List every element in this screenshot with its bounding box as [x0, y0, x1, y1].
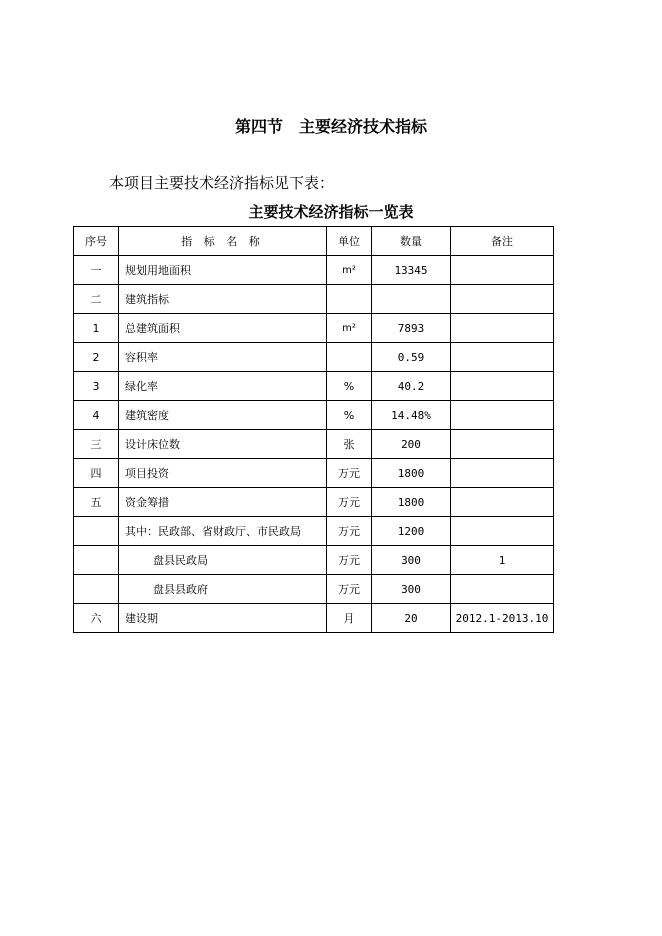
row-qty: 0.59 [372, 343, 451, 372]
row-qty: 1800 [372, 488, 451, 517]
row-num: 四 [74, 459, 119, 488]
header-note: 备注 [451, 227, 554, 256]
row-num: 一 [74, 256, 119, 285]
row-name: 容积率 [119, 343, 327, 372]
row-qty: 13345 [372, 256, 451, 285]
header-unit: 单位 [327, 227, 372, 256]
row-qty: 1200 [372, 517, 451, 546]
row-note [451, 256, 554, 285]
row-name: 盘县民政局 [119, 546, 327, 575]
row-unit: 月 [327, 604, 372, 633]
table-row [74, 314, 554, 343]
row-note [451, 372, 554, 401]
row-name: 项目投资 [119, 459, 327, 488]
row-num: 1 [74, 314, 119, 343]
row-unit [327, 343, 372, 372]
row-unit: 万元 [327, 546, 372, 575]
row-num [74, 517, 119, 546]
table-row [74, 430, 554, 459]
row-note [451, 285, 554, 314]
row-note [451, 401, 554, 430]
header-name: 指 标 名 称 [119, 227, 327, 256]
row-qty: 14.48% [372, 401, 451, 430]
table-row [74, 459, 554, 488]
row-unit: m² [327, 314, 372, 343]
row-note [451, 459, 554, 488]
indicators-table [73, 226, 554, 633]
intro-text: 本项目主要技术经济指标见下表： [109, 174, 335, 192]
row-name: 规划用地面积 [119, 256, 327, 285]
row-qty: 200 [372, 430, 451, 459]
row-num [74, 575, 119, 604]
row-note [451, 314, 554, 343]
row-qty: 20 [372, 604, 451, 633]
row-note: 2012.1-2013.10 [451, 604, 554, 633]
table-row [74, 575, 554, 604]
table-row [74, 546, 554, 575]
row-num: 三 [74, 430, 119, 459]
table-row [74, 372, 554, 401]
row-note [451, 343, 554, 372]
row-note [451, 575, 554, 604]
row-unit: 万元 [327, 488, 372, 517]
row-unit: 张 [327, 430, 372, 459]
row-unit: 万元 [327, 575, 372, 604]
section-title: 第四节 主要经济技术指标 [234, 117, 427, 136]
table-row [74, 517, 554, 546]
row-qty [372, 285, 451, 314]
row-num: 3 [74, 372, 119, 401]
row-unit: 万元 [327, 459, 372, 488]
row-name: 资金筹措 [119, 488, 327, 517]
table-row [74, 343, 554, 372]
row-qty: 300 [372, 546, 451, 575]
row-qty: 40.2 [372, 372, 451, 401]
row-qty: 7893 [372, 314, 451, 343]
table-row [74, 256, 554, 285]
row-num: 二 [74, 285, 119, 314]
table-header-row [74, 227, 554, 256]
row-num: 4 [74, 401, 119, 430]
row-note [451, 517, 554, 546]
header-qty: 数量 [372, 227, 451, 256]
row-unit: % [327, 372, 372, 401]
table-row [74, 401, 554, 430]
row-qty: 300 [372, 575, 451, 604]
row-num: 六 [74, 604, 119, 633]
row-name: 设计床位数 [119, 430, 327, 459]
row-note [451, 430, 554, 459]
row-name: 盘县县政府 [119, 575, 327, 604]
row-name: 建筑指标 [119, 285, 327, 314]
row-unit: m² [327, 256, 372, 285]
row-name: 绿化率 [119, 372, 327, 401]
row-num: 五 [74, 488, 119, 517]
row-note [451, 488, 554, 517]
row-unit [327, 285, 372, 314]
table-row [74, 604, 554, 633]
header-num: 序号 [74, 227, 119, 256]
table-row [74, 488, 554, 517]
table-row [74, 285, 554, 314]
row-num: 2 [74, 343, 119, 372]
row-name: 其中：民政部、省财政厅、市民政局 [119, 517, 327, 546]
table-title: 主要技术经济指标一览表 [248, 203, 414, 221]
row-unit: 万元 [327, 517, 372, 546]
row-note: 1 [451, 546, 554, 575]
row-name: 总建筑面积 [119, 314, 327, 343]
row-name: 建筑密度 [119, 401, 327, 430]
row-qty: 1800 [372, 459, 451, 488]
row-num [74, 546, 119, 575]
row-name: 建设期 [119, 604, 327, 633]
row-unit: % [327, 401, 372, 430]
